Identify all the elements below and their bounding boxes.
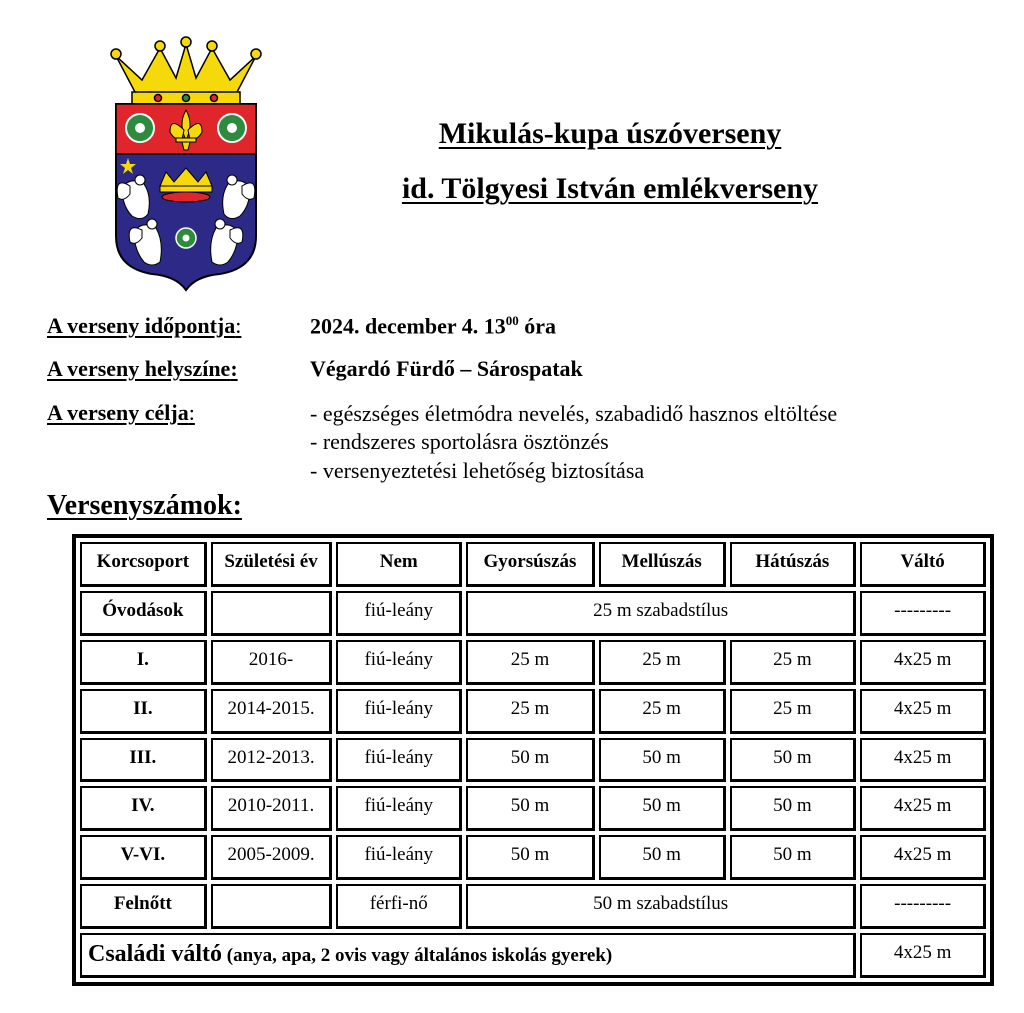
breaststroke-cell: 25 m: [599, 689, 726, 734]
relay-cell: 4x25 m: [860, 786, 986, 831]
relay-cell: 4x25 m: [860, 933, 986, 978]
relay-cell: 4x25 m: [860, 738, 986, 783]
family-relay-row: [80, 933, 986, 978]
sex-cell: fiú-leány: [336, 738, 462, 783]
year-cell: 2016-: [211, 640, 333, 685]
column-header: Korcsoport: [80, 542, 207, 587]
relay-cell: ---------: [860, 591, 986, 636]
table-row: [80, 591, 986, 636]
goal-label: A verseny célja: [47, 400, 189, 425]
group-cell: V-VI.: [80, 835, 207, 880]
goal-label-row: A verseny célja:: [47, 400, 195, 425]
relay-cell: 4x25 m: [860, 640, 986, 685]
family-relay-cell: [80, 933, 856, 978]
year-cell: [211, 591, 333, 636]
sex-cell: fiú-leány: [336, 591, 462, 636]
crown-icon: [111, 37, 261, 104]
family-relay-note: (anya, apa, 2 ovis vagy általános iskolás gyerek): [222, 945, 613, 966]
table-header-row: [80, 542, 986, 587]
freestyle-cell: 25 m: [466, 689, 595, 734]
sex-cell: férfi-nő: [336, 884, 462, 929]
year-cell: 2012-2013.: [211, 738, 333, 783]
goal-item: - rendszeres sportolásra ösztönzés: [310, 429, 609, 454]
freestyle-cell: 50 m: [466, 738, 595, 783]
group-cell: I.: [80, 640, 207, 685]
column-header: Nem: [336, 542, 462, 587]
column-header: Hátúszás: [730, 542, 857, 587]
breaststroke-cell: 50 m: [599, 835, 726, 880]
time-suffix: óra: [518, 313, 556, 339]
events-heading: Versenyszámok:: [47, 490, 242, 521]
time-sup: 00: [505, 313, 519, 328]
group-cell: IV.: [80, 786, 207, 831]
year-cell: [211, 884, 333, 929]
place-value: Végardó Fürdő – Sárospatak: [310, 356, 583, 381]
table-row: [80, 884, 986, 929]
year-cell: 2014-2015.: [211, 689, 333, 734]
backstroke-cell: 50 m: [730, 786, 857, 831]
backstroke-cell: 50 m: [730, 835, 857, 880]
backstroke-cell: 25 m: [730, 640, 857, 685]
merged-event-cell: 25 m szabadstílus: [466, 591, 856, 636]
group-cell: Óvodások: [80, 591, 207, 636]
column-header: Váltó: [860, 542, 986, 587]
backstroke-cell: 50 m: [730, 738, 857, 783]
table-row: [80, 835, 986, 880]
time-value: 2024. december 4. 13: [310, 313, 506, 339]
freestyle-cell: 50 m: [466, 835, 595, 880]
page-subtitle: id. Tölgyesi István emlékverseny: [401, 172, 819, 205]
events-table: [72, 534, 994, 986]
table-row: [80, 738, 986, 783]
breaststroke-cell: 50 m: [599, 786, 726, 831]
column-header: Mellúszás: [599, 542, 726, 587]
breaststroke-cell: 50 m: [599, 738, 726, 783]
time-value-row: [310, 313, 556, 339]
sex-cell: fiú-leány: [336, 786, 462, 831]
relay-cell: ---------: [860, 884, 986, 929]
breaststroke-cell: 25 m: [599, 640, 726, 685]
goal-item: - egészséges életmódra nevelés, szabadidő hasznos eltöltése: [310, 401, 838, 426]
goal-item: - versenyeztetési lehetőség biztosítása: [310, 458, 645, 483]
table-row: [80, 689, 986, 734]
time-label: A verseny időpontja: [47, 313, 236, 338]
group-cell: II.: [80, 689, 207, 734]
place-label: A verseny helyszíne: [47, 356, 231, 381]
group-cell: Felnőtt: [80, 884, 207, 929]
freestyle-cell: 25 m: [466, 640, 595, 685]
family-relay-title: Családi váltó: [88, 941, 223, 967]
year-cell: 2005-2009.: [211, 835, 333, 880]
relay-cell: 4x25 m: [860, 689, 986, 734]
page-title: Mikulás-kupa úszóverseny: [438, 117, 782, 150]
sex-cell: fiú-leány: [336, 640, 462, 685]
group-cell: III.: [80, 738, 207, 783]
year-cell: 2010-2011.: [211, 786, 333, 831]
place-label-row: A verseny helyszíne:: [47, 356, 238, 381]
coat-of-arms-emblem: [108, 36, 264, 292]
table-row: [80, 786, 986, 831]
backstroke-cell: 25 m: [730, 689, 857, 734]
table-row: [80, 640, 986, 685]
freestyle-cell: 50 m: [466, 786, 595, 831]
column-header: Születési év: [211, 542, 333, 587]
sex-cell: fiú-leány: [336, 689, 462, 734]
relay-cell: 4x25 m: [860, 835, 986, 880]
time-label-row: A verseny időpontja:: [47, 313, 242, 338]
sex-cell: fiú-leány: [336, 835, 462, 880]
merged-event-cell: 50 m szabadstílus: [466, 884, 856, 929]
column-header: Gyorsúszás: [466, 542, 595, 587]
